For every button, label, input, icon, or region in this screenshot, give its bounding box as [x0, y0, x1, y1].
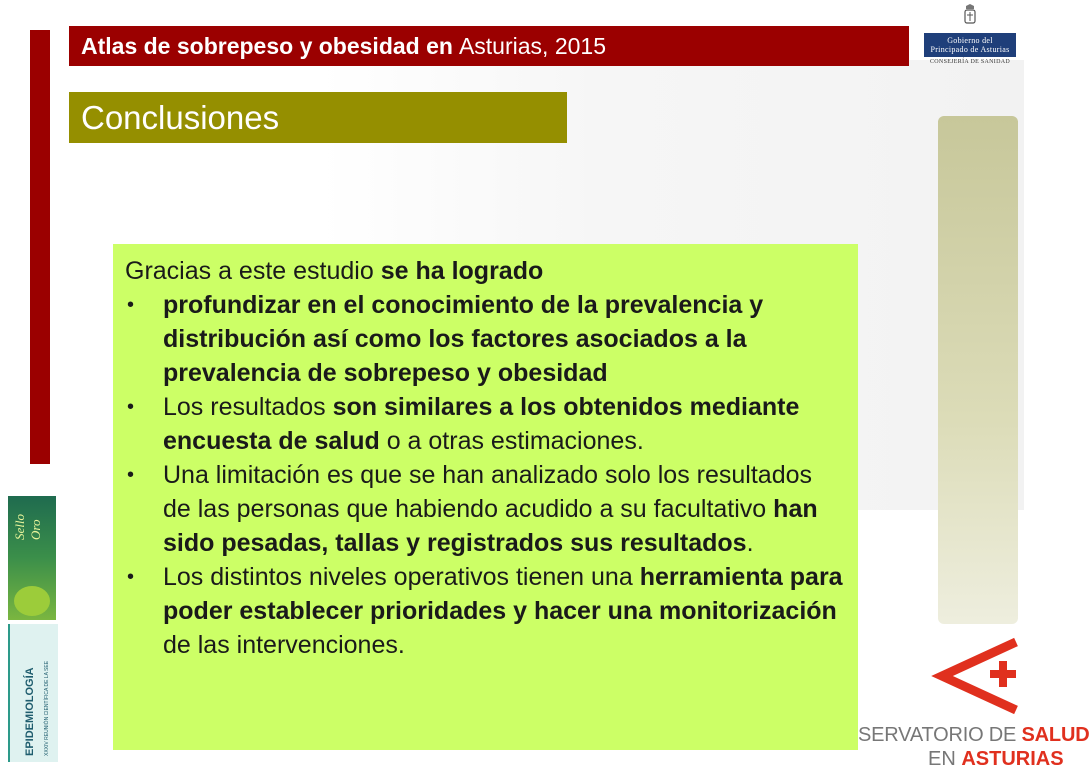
list-item	[125, 560, 846, 662]
conclusions-list	[125, 288, 846, 662]
title-banner	[69, 26, 909, 66]
tree-icon	[14, 586, 50, 616]
obs-line1-bold: SALUD	[1021, 724, 1089, 746]
bullet-bold: profundizar en el conocimiento de la prevalencia y distribución así como los factores asociados a la prevalencia de sobrepeso y obesidad	[163, 291, 764, 387]
intro-plain: Gracias a este estudio	[125, 257, 374, 285]
gov-sub: CONSEJERÍA DE SANIDAD	[930, 59, 1010, 65]
bullet-text: Los distintos niveles operativos tienen una	[163, 563, 633, 591]
obs-line2-bold: ASTURIAS	[961, 748, 1064, 770]
bullet-text: o a otras estimaciones.	[386, 427, 644, 455]
list-item	[125, 390, 846, 458]
title-bold: Atlas de sobrepeso y obesidad en	[81, 32, 453, 59]
government-logo-box	[924, 33, 1016, 57]
bullet-icon: •	[127, 566, 135, 588]
observatorio-line2	[928, 748, 1064, 771]
bullet-icon: •	[127, 396, 135, 418]
right-decorative-panel	[938, 116, 1018, 624]
bullet-bold: herramienta para poder establecer prioridades y hacer una monitorización	[163, 563, 843, 625]
left-accent-bar	[30, 30, 50, 464]
poster-subtitle: XXXIV REUNIÓN CIENTÍFICA DE LA SEE	[44, 660, 50, 756]
bullet-icon: •	[127, 294, 135, 316]
bullet-bold: han sido pesadas, tallas y registrados sus resultados	[163, 495, 818, 557]
observatorio-line1	[858, 724, 1089, 747]
list-item	[125, 288, 846, 390]
crest-icon	[962, 4, 978, 26]
bullet-text: de las intervenciones.	[163, 631, 405, 659]
government-logo	[924, 4, 1016, 64]
obs-line1-plain: SERVATORIO DE	[858, 724, 1017, 746]
section-title: Conclusiones	[69, 92, 567, 143]
conclusions-box	[113, 244, 858, 750]
observatorio-logo	[858, 636, 1089, 770]
bullet-icon: •	[127, 464, 135, 486]
bullet-text: Los resultados	[163, 393, 326, 421]
gov-line2: Principado de Asturias	[930, 45, 1010, 54]
poster-script-text: Sello Oro	[12, 514, 43, 540]
list-item	[125, 458, 846, 560]
bullet-text: .	[746, 529, 754, 557]
conference-poster	[8, 496, 56, 620]
bullet-bold: son similares a los obtenidos mediante encuesta de salud	[163, 393, 800, 455]
poster-title: EPIDEMIOLOGÍA	[24, 667, 36, 756]
bullet-text: Una limitación es que se han analizado solo los resultados de las personas que habiendo acudido a su facultativo	[163, 461, 812, 523]
gov-line1: Gobierno del	[947, 36, 993, 45]
epidemiology-poster	[8, 624, 58, 762]
title-light: Asturias, 2015	[458, 32, 606, 59]
obs-line2-plain: EN	[928, 748, 956, 770]
intro-bold: se ha logrado	[380, 257, 544, 285]
observatorio-mark-icon	[928, 636, 1024, 716]
intro-text	[125, 254, 846, 288]
